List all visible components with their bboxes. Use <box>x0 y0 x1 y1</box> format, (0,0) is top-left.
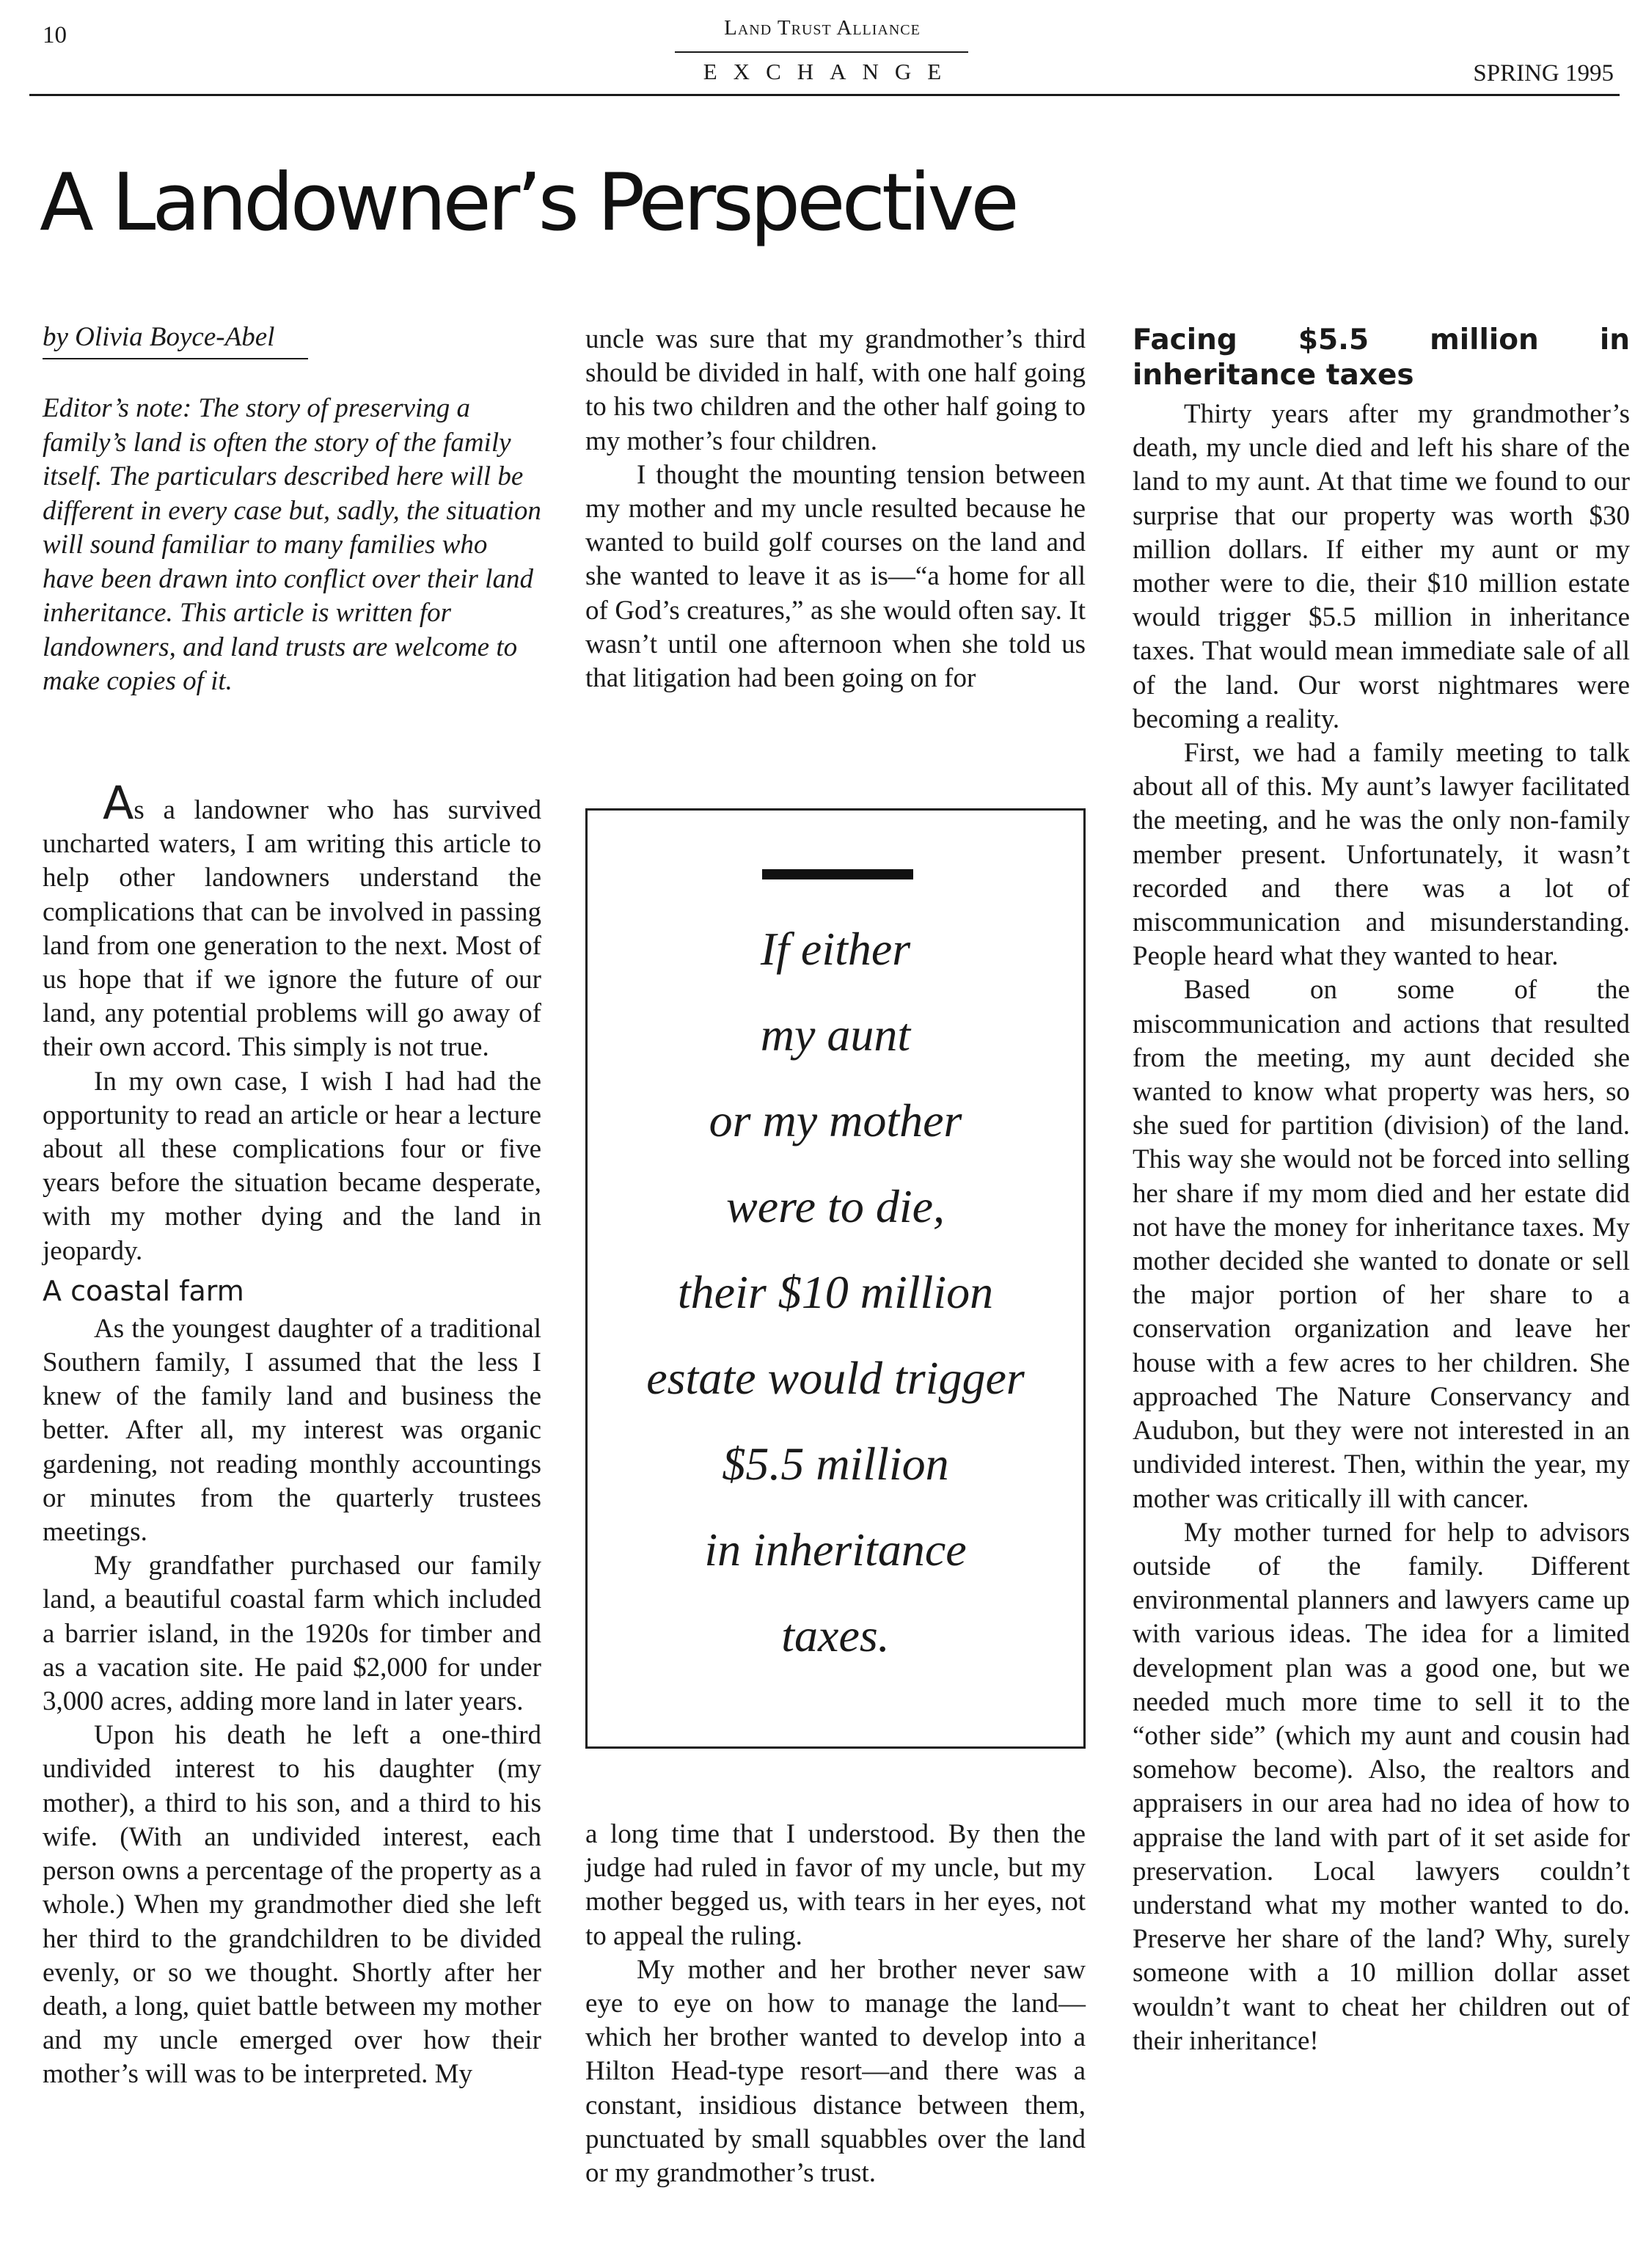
byline: by Olivia Boyce-Abel <box>43 322 275 352</box>
paragraph-partition: Based on some of the miscommunication and actions that resulted from the meeting, my aunt decided she wanted to know what property was hers, so she sued for partition (division) of the land. This way she would not be forced into selling her share if my mom died and her estate did not have the money for inheritance taxes. My mother decided she wanted to donate or sell the major portion of her share to a conservation organization and leave her house with a few acres to her children. She approached The Nature Conservancy and Audubon, but they were not interested in an undivided interest. Then, within the year, my mother was critically ill with cancer. <box>1133 975 1630 1514</box>
paragraph-family-meeting: First, we had a family meeting to talk about all of this. My aunt’s lawyer facilitated the meeting, and he was the only non-family member present. Unfortunately, it wasn’t recorded and there was a lot of miscommunication and misunderstanding. People heard what they wanted to hear. <box>1133 738 1630 972</box>
section-heading-coastal-farm: A coastal farm <box>43 1274 244 1307</box>
column-two-top <box>585 323 1086 695</box>
byline-rule <box>43 358 308 359</box>
paragraph-grandfather: My grandfather purchased our family land, a beautiful coastal farm which included a barrier island, in the 1920s for timber and as a vacation site. He paid $2,000 for under 3,000 acres, adding more land in later years. <box>43 1551 541 1717</box>
pull-quote-line: their $10 million <box>677 1266 994 1318</box>
pull-quote-line: or my mother <box>709 1094 962 1146</box>
section-heading-inheritance-taxes: Facing $5.5 million in inheritance taxes <box>1133 323 1630 392</box>
issue-date: SPRING 1995 <box>1473 60 1614 87</box>
pull-quote-line: were to die, <box>726 1180 945 1232</box>
pull-quote-line: taxes. <box>781 1609 890 1661</box>
pull-quote-line: estate would trigger <box>646 1352 1025 1404</box>
pull-quote-bar <box>762 869 913 879</box>
pull-quote-box <box>585 808 1086 1749</box>
intro-text: s a landowner who has survived uncharted waters, I am writing this article to help other landowners understand the complications that can be involved in passing land from one generation to the next. Most of us hope that if we ignore the future of our land, any potential problems will go away of their own accord. This simply is not true. <box>43 795 541 1063</box>
column-three-body <box>1133 323 1630 2058</box>
header-rule <box>29 94 1620 96</box>
pull-quote-line: $5.5 million <box>722 1438 949 1490</box>
paragraph-long-time: a long time that I understood. By then the judge had ruled in favor of my uncle, but my mother begged us, with tears in her eyes, not to appeal the ruling. <box>585 1819 1086 1951</box>
column-one-body <box>43 776 541 2092</box>
masthead-divider <box>675 51 968 53</box>
paragraph-youngest-daughter: As the youngest daughter of a traditional Southern family, I assumed that the less I knew of the family land and business the better. After all, my interest was organic gardening, not reading monthly accountings or minutes from the quarterly trustees meetings. <box>43 1313 541 1548</box>
editors-note: Editor’s note: The story of preserving a family’s land is often the story of the family itself. The particulars described here will be different in every case but, sadly, the situation will sound familiar to many families who have been drawn into conflict over their land inheritance. This article is written for landowners, and land trusts are welcome to make copies of it. <box>43 393 541 696</box>
masthead-publisher: Land Trust Alliance <box>724 16 921 40</box>
masthead-title: EXCHANGE <box>703 59 958 84</box>
paragraph-own-case: In my own case, I wish I had had the opportunity to read an article or hear a lecture about all these complications four or five years before the situation became desperate, with my mother dying and the land in jeopardy. <box>43 1066 541 1266</box>
paragraph-thirty-years: Thirty years after my grandmother’s death, my uncle died and left his share of the land to my aunt. At that time we found to our surprise that our property was worth $30 million dollars. If either my aunt or my mother were to die, their $10 million estate would trigger $5.5 million in inheritance taxes. That would mean immediate sale of all of the land. Our worst nightmares were becoming a reality. <box>1133 399 1630 734</box>
pull-quote-text <box>588 906 1083 1678</box>
intro-paragraph <box>43 776 541 1065</box>
page-number: 10 <box>43 22 67 48</box>
column-two-bottom <box>585 1818 1086 2190</box>
paragraph-mounting-tension: I thought the mounting tension between my mother and my uncle resulted because he wanted to build golf courses on the land and she wanted to leave it as is—“a home for all of God’s creatures,” as she would often say. It wasn’t until one afternoon when she told us that litigation had been going on for <box>585 459 1086 694</box>
paragraph-uncle-continued: uncle was sure that my grandmother’s third should be divided in half, with one half going to his two children and the other half going to my mother’s four children. <box>585 324 1086 456</box>
drop-cap: A <box>103 776 134 830</box>
pull-quote-line: If either <box>760 923 911 975</box>
paragraph-eye-to-eye: My mother and her brother never saw eye to eye on how to manage the land—which her brother wanted to develop into a Hilton Head-type resort—and there was a constant, insidious distance between them, punctuated by small squabbles over the land or my grandmother’s trust. <box>585 1954 1086 2189</box>
article-title: A Landowner’s Perspective <box>40 157 1016 249</box>
pull-quote-line: my aunt <box>760 1009 911 1061</box>
paragraph-his-death: Upon his death he left a one-third undivided interest to his daughter (my mother), a third to his son, and a third to his wife. (With an undivided interest, each person owns a percentage of the property as a whole.) When my grandmother died she left her third to the grandchildren to be divided evenly, or so we thought. Shortly after her death, a long, quiet battle between my mother and my uncle emerged over how their mother’s will was to be interpreted. My <box>43 1720 541 2090</box>
paragraph-advisors: My mother turned for help to advisors outside of the family. Different environmental planners and lawyers came up with various ideas. The idea for a limited development plan was a good one, but we needed much more time to sell it to the “other side” (which my aunt and cousin had somehow become). Also, the realtors and appraisers in our area had no idea of how to appraise the land with part of it set aside for preservation. Local lawyers couldn’t understand what my mother wanted to do. Preserve her share of the land? Why, surely someone with a 10 million dollar asset wouldn’t want to cheat her children out of their inheritance! <box>1133 1517 1630 2056</box>
pull-quote-line: in inheritance <box>704 1523 967 1576</box>
